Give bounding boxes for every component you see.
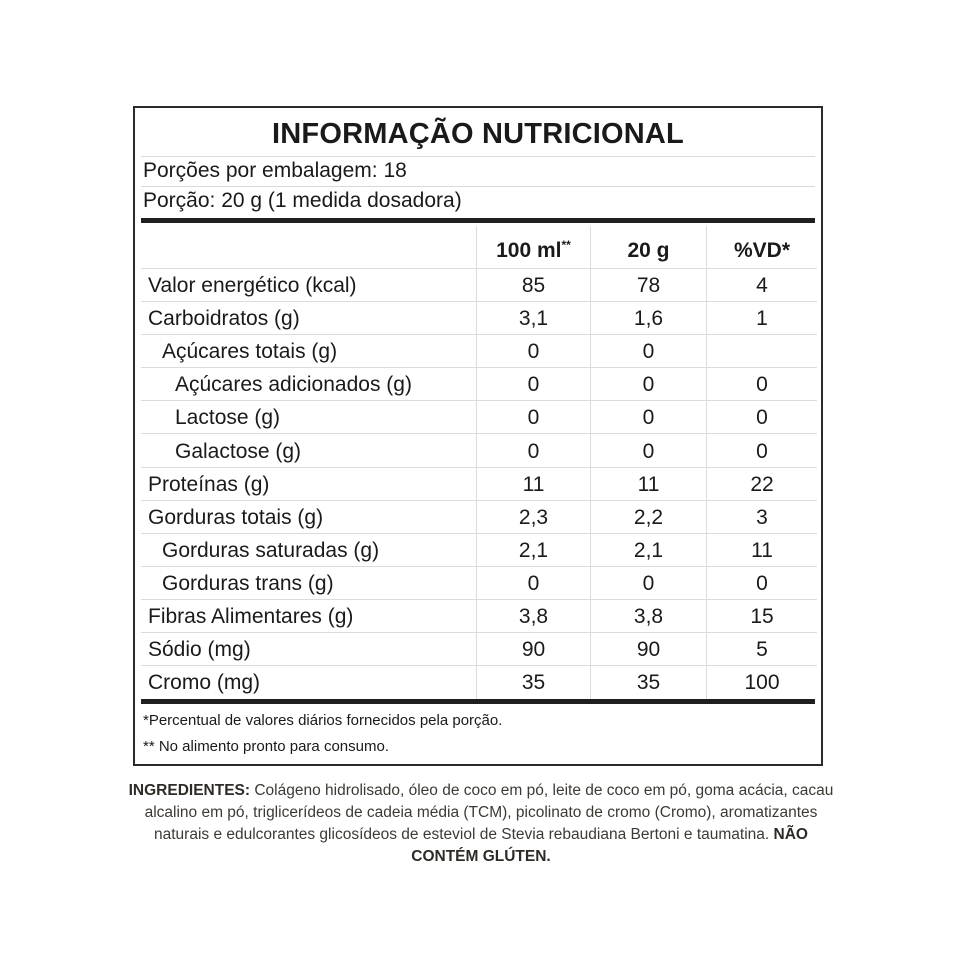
nutrient-name: Cromo (mg)	[148, 671, 261, 695]
value-per-100ml: 2,3	[518, 505, 549, 529]
nutrient-name: Fibras Alimentares (g)	[148, 605, 354, 628]
serving-size: Porção: 20 g (1 medida dosadora)	[143, 189, 462, 212]
value-daily-percent: 3	[756, 505, 768, 529]
footer-thick-rule	[141, 699, 815, 704]
nutrient-name: Valor energético (kcal)	[148, 274, 357, 297]
value-daily-percent: 0	[756, 373, 768, 397]
column-header-100ml	[477, 226, 590, 269]
nutrient-name: Açúcares adicionados (g)	[175, 373, 412, 397]
table-row	[141, 534, 817, 567]
value-daily-percent: 15	[750, 605, 774, 628]
nutrient-name: Carboidratos (g)	[148, 307, 300, 331]
footnote-vd: *Percentual de valores diários fornecidos pela porção.	[143, 712, 503, 729]
value-per-portion: 78	[636, 274, 661, 297]
table-row	[141, 633, 817, 666]
value-per-100ml: 90	[521, 638, 546, 662]
table-row	[141, 269, 817, 302]
value-per-100ml: 11	[522, 472, 545, 496]
value-daily-percent: 11	[751, 538, 773, 562]
value-per-portion: 35	[636, 671, 661, 695]
value-per-portion: 0	[642, 571, 655, 595]
value-daily-percent: 1	[756, 307, 768, 331]
table-row	[141, 368, 817, 401]
value-per-100ml: 2,1	[518, 538, 549, 562]
table-row	[141, 335, 817, 368]
nutrient-name: Lactose (g)	[175, 406, 281, 430]
column-header-vd: %VD*	[733, 239, 791, 262]
value-per-portion: 3,8	[633, 605, 664, 628]
nutrition-facts-panel	[133, 106, 823, 766]
column-header-100ml-text: 100 ml	[496, 239, 562, 262]
value-per-100ml: 35	[521, 671, 546, 695]
value-daily-percent: 4	[756, 274, 768, 297]
value-per-portion: 0	[642, 373, 655, 397]
ingredients-text: Colágeno hidrolisado, óleo de coco em pó, leite de coco em pó, goma acácia, cacau alcalino em pó, triglicerídeos de cadeia média (TCM), picolinato de cromo (Cromo), aromatizantes naturais e edulcorantes glicosídeos de esteviol de Stevia rebaudiana Bertoni e taumatina.	[144, 782, 834, 843]
table-row	[141, 302, 817, 335]
value-per-portion: 90	[636, 638, 661, 662]
value-per-100ml: 0	[527, 406, 540, 430]
column-header-20g: 20 g	[627, 239, 670, 262]
table-row	[141, 600, 817, 633]
allergen-notice: NÃO CONTÉM GLÚTEN.	[411, 826, 808, 865]
value-per-portion: 2,2	[633, 505, 664, 529]
table-row	[141, 401, 817, 434]
value-per-100ml: 3,8	[518, 605, 549, 628]
value-daily-percent	[707, 335, 817, 368]
value-per-portion: 2,1	[633, 538, 664, 562]
nutrient-name: Gorduras saturadas (g)	[162, 538, 380, 562]
column-header-100ml-mark: **	[561, 238, 571, 252]
nutrient-name: Galactose (g)	[175, 439, 302, 463]
meta-divider	[141, 186, 815, 187]
nutrient-name: Açúcares totais (g)	[162, 340, 338, 364]
value-daily-percent: 0	[756, 439, 768, 463]
value-per-portion: 1,6	[633, 307, 664, 331]
table-row	[141, 501, 817, 534]
value-per-100ml: 0	[527, 340, 540, 364]
ingredients-block	[128, 780, 834, 868]
value-per-portion: 0	[642, 439, 655, 463]
nutrient-name: Sódio (mg)	[148, 638, 251, 662]
value-per-100ml: 0	[527, 439, 540, 463]
table-row	[141, 468, 817, 501]
title-divider	[141, 156, 815, 157]
nutrient-name: Gorduras totais (g)	[148, 505, 324, 529]
value-daily-percent: 0	[756, 571, 768, 595]
nutrient-name: Proteínas (g)	[148, 472, 270, 496]
value-per-portion: 11	[637, 472, 660, 496]
value-daily-percent: 100	[744, 671, 780, 695]
servings-per-package: Porções por embalagem: 18	[143, 159, 407, 182]
header-thick-rule	[141, 218, 815, 223]
value-per-100ml: 85	[521, 274, 546, 297]
table-row	[141, 567, 817, 600]
label-title: INFORMAÇÃO NUTRICIONAL	[272, 118, 684, 150]
table-row	[141, 435, 817, 468]
value-per-100ml: 0	[527, 373, 540, 397]
table-header-row	[141, 226, 817, 269]
value-daily-percent: 5	[756, 638, 768, 662]
table-row	[141, 666, 817, 699]
value-daily-percent: 0	[756, 406, 768, 430]
value-per-portion: 0	[642, 340, 655, 364]
value-per-portion: 0	[642, 406, 655, 430]
value-daily-percent: 22	[750, 472, 774, 496]
value-per-100ml: 3,1	[518, 307, 549, 331]
ingredients-heading: INGREDIENTES:	[128, 782, 251, 799]
nutrient-name: Gorduras trans (g)	[162, 571, 334, 595]
value-per-100ml: 0	[527, 571, 540, 595]
footnote-ready-to-eat: ** No alimento pronto para consumo.	[143, 738, 389, 755]
